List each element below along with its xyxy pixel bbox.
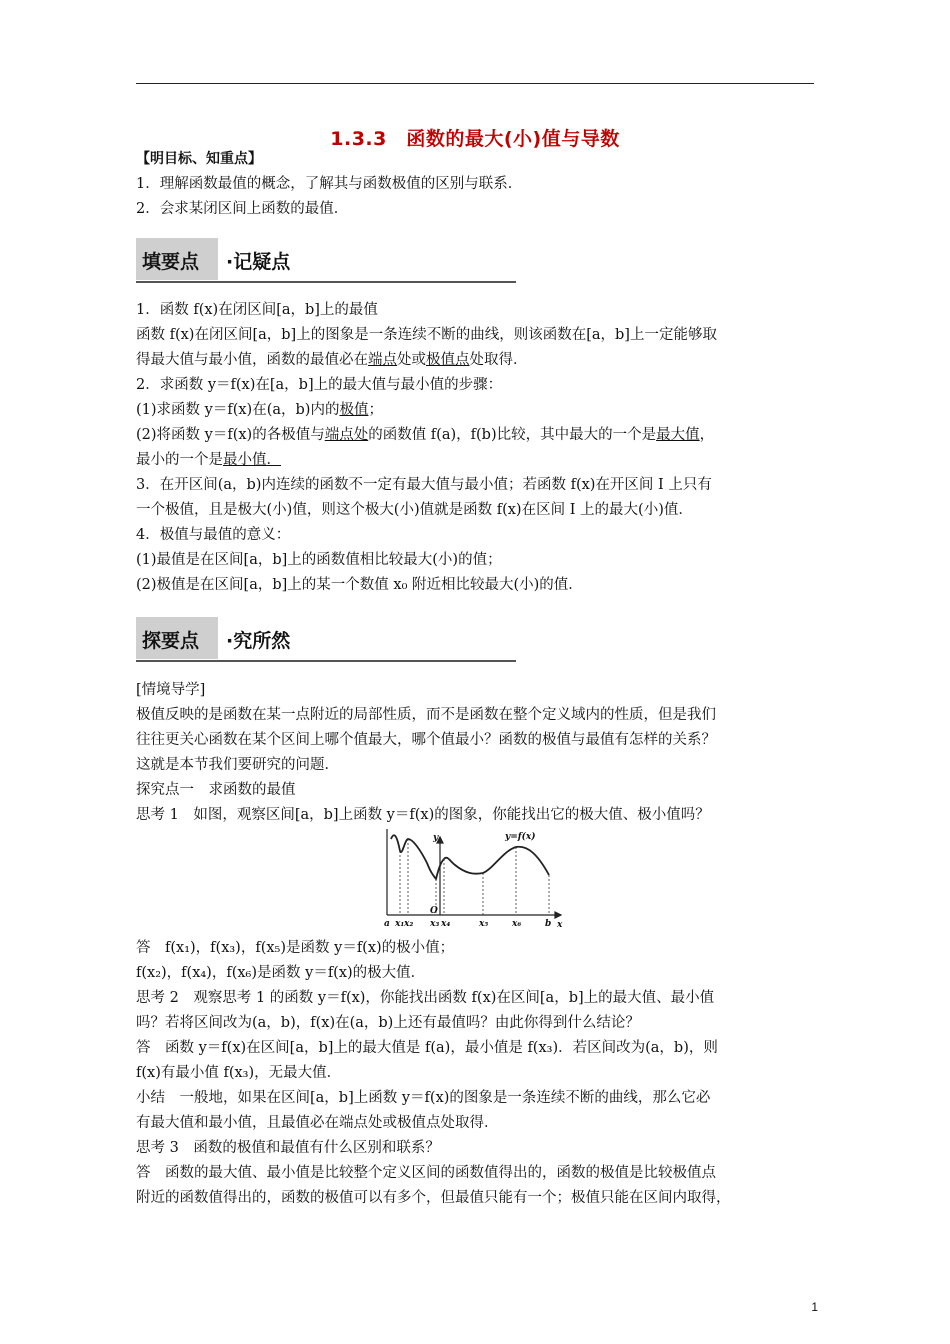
blank-answer: 极值点 [426,352,470,368]
intro-tag: [情境导学] [136,682,206,698]
answer3: 答 函数的最大值、最小值是比较整个定义区间的函数值得出的，函数的极值是比较极值点 [136,1165,716,1181]
answer1-2: f(x₂)，f(x₄)，f(x₆)是函数 y＝f(x)的极大值． [136,965,426,981]
blank-answer: 端点处 [324,427,369,443]
tick-label: x₆ [512,919,522,929]
point2-step2-cont: 最小的一个是最小值． [136,452,281,468]
think2: 思考 2 观察思考 1 的函数 y＝f(x)，你能找出函数 f(x)在区间[a，b]上的最大值、最小值 [136,990,715,1006]
tick-label: x₁ [395,919,405,929]
x-axis-arrow [555,912,561,918]
section-rule [136,281,516,283]
point1-text-2: 得最大值与最小值，函数的最值必在端点处或极值点处取得． [136,352,528,368]
section-rule [136,660,516,662]
page-title: 1.3.3 函数的最大(小)值与导数 [330,128,620,150]
section-label: ·记疑点 [226,251,291,273]
point4-text: (1)最值是在区间[a，b]上的函数值相比较最大(小)的值； [136,552,502,568]
answer2: 答 函数 y＝f(x)在区间[a，b]上的最大值是 f(a)，最小值是 f(x₃)．若区间改为(a，b)，则 [136,1040,718,1056]
point1-text: 函数 f(x)在闭区间[a，b]上的图象是一条连续不断的曲线，则该函数在[a，b]上一定能够取 [136,327,717,343]
blank-answer: 极值 [339,402,369,418]
explore-point1: 探究点一 求函数的最值 [136,782,296,798]
function-graph [383,827,573,929]
page-number: 1 [811,1300,818,1314]
section-header-explore [136,617,516,662]
objective-item: 2．会求某闭区间上函数的最值． [136,201,349,217]
x-axis-label: x [557,920,563,929]
answer2-2: f(x)有最小值 f(x₃)，无最大值． [136,1065,342,1081]
objective-item: 1．理解函数最值的概念，了解其与函数极值的区别与联系． [136,176,523,192]
point4-text-2: (2)极值是在区间[a，b]上的某一个数值 x₀ 附近相比较最大(小)的值． [136,577,583,593]
answer3-2: 附近的函数值得出的，函数的极值可以有多个，但最值只能有一个；极值只能在区间内取得， [136,1190,731,1206]
blank-answer: 最小值． [223,452,281,468]
think1: 思考 1 如图，观察区间[a，b]上函数 y＝f(x)的图象，你能找出它的极大值、极小值吗？ [136,807,710,823]
think3: 思考 3 函数的极值和最值有什么区别和联系？ [136,1140,440,1156]
point1-title: 1．函数 f(x)在闭区间[a，b]上的最值 [136,302,378,318]
header-rule [136,83,814,84]
origin-label: O [430,906,438,916]
curve-label: y=f(x) [505,832,536,842]
tick-label: x₂ [404,919,414,929]
tick-label: x₅ [479,919,489,929]
blank-answer: 端点 [368,352,397,368]
tick-label: a [384,919,390,929]
point3-text-2: 一个极值，且是极大(小)值，则这个极大(小)值就是函数 f(x)在区间 I 上的最大(小)值． [136,502,693,518]
think2-2: 吗？若将区间改为(a，b)，f(x)在(a，b)上还有最值吗？由此你得到什么结论？ [136,1015,640,1031]
intro-text: 这就是本节我们要研究的问题． [136,757,339,773]
point2-step1: (1)求函数 y＝f(x)在(a，b)内的极值； [136,402,383,418]
answer1: 答 f(x₁)，f(x₃)，f(x₅)是函数 y＝f(x)的极小值； [136,940,455,956]
intro-text: 极值反映的是函数在某一点附近的局部性质，而不是函数在整个定义域内的性质，但是我们 [136,707,716,723]
point3-text: 3．在开区间(a，b)内连续的函数不一定有最大值与最小值；若函数 f(x)在开区间 I 上只有 [136,477,712,493]
tick-label: x₄ [441,919,451,929]
section-header-fill [136,238,516,283]
intro-text: 往往更关心函数在某个区间上哪个值最大，哪个值最小？函数的极值与最值有怎样的关系？ [136,732,716,748]
point4-title: 4．极值与最值的意义： [136,527,291,543]
tick-label: x₃ [430,919,440,929]
section-tag: 填要点 [142,251,200,273]
tick-label: b [545,919,552,929]
summary: 小结 一般地，如果在区间[a，b]上函数 y＝f(x)的图象是一条连续不断的曲线，那么它必 [136,1090,711,1106]
section-tag: 探要点 [142,630,200,652]
objectives-heading: 【明目标、知重点】 [136,151,262,167]
section-tag-box [136,238,218,280]
point2-title: 2．求函数 y＝f(x)在[a，b]上的最大值与最小值的步骤： [136,377,503,393]
point2-step2: (2)将函数 y＝f(x)的各极值与端点处的函数值 f(a)，f(b)比较，其中最大的一个是最大值， [136,427,715,443]
summary-2: 有最大值和最小值，且最值必在端点处或极值点处取得． [136,1115,499,1131]
blank-answer: 最大值 [656,427,700,443]
dashed-guides [400,839,549,915]
y-axis-label: y [433,833,439,843]
section-tag-box [136,617,218,659]
section-label: ·究所然 [226,630,291,652]
